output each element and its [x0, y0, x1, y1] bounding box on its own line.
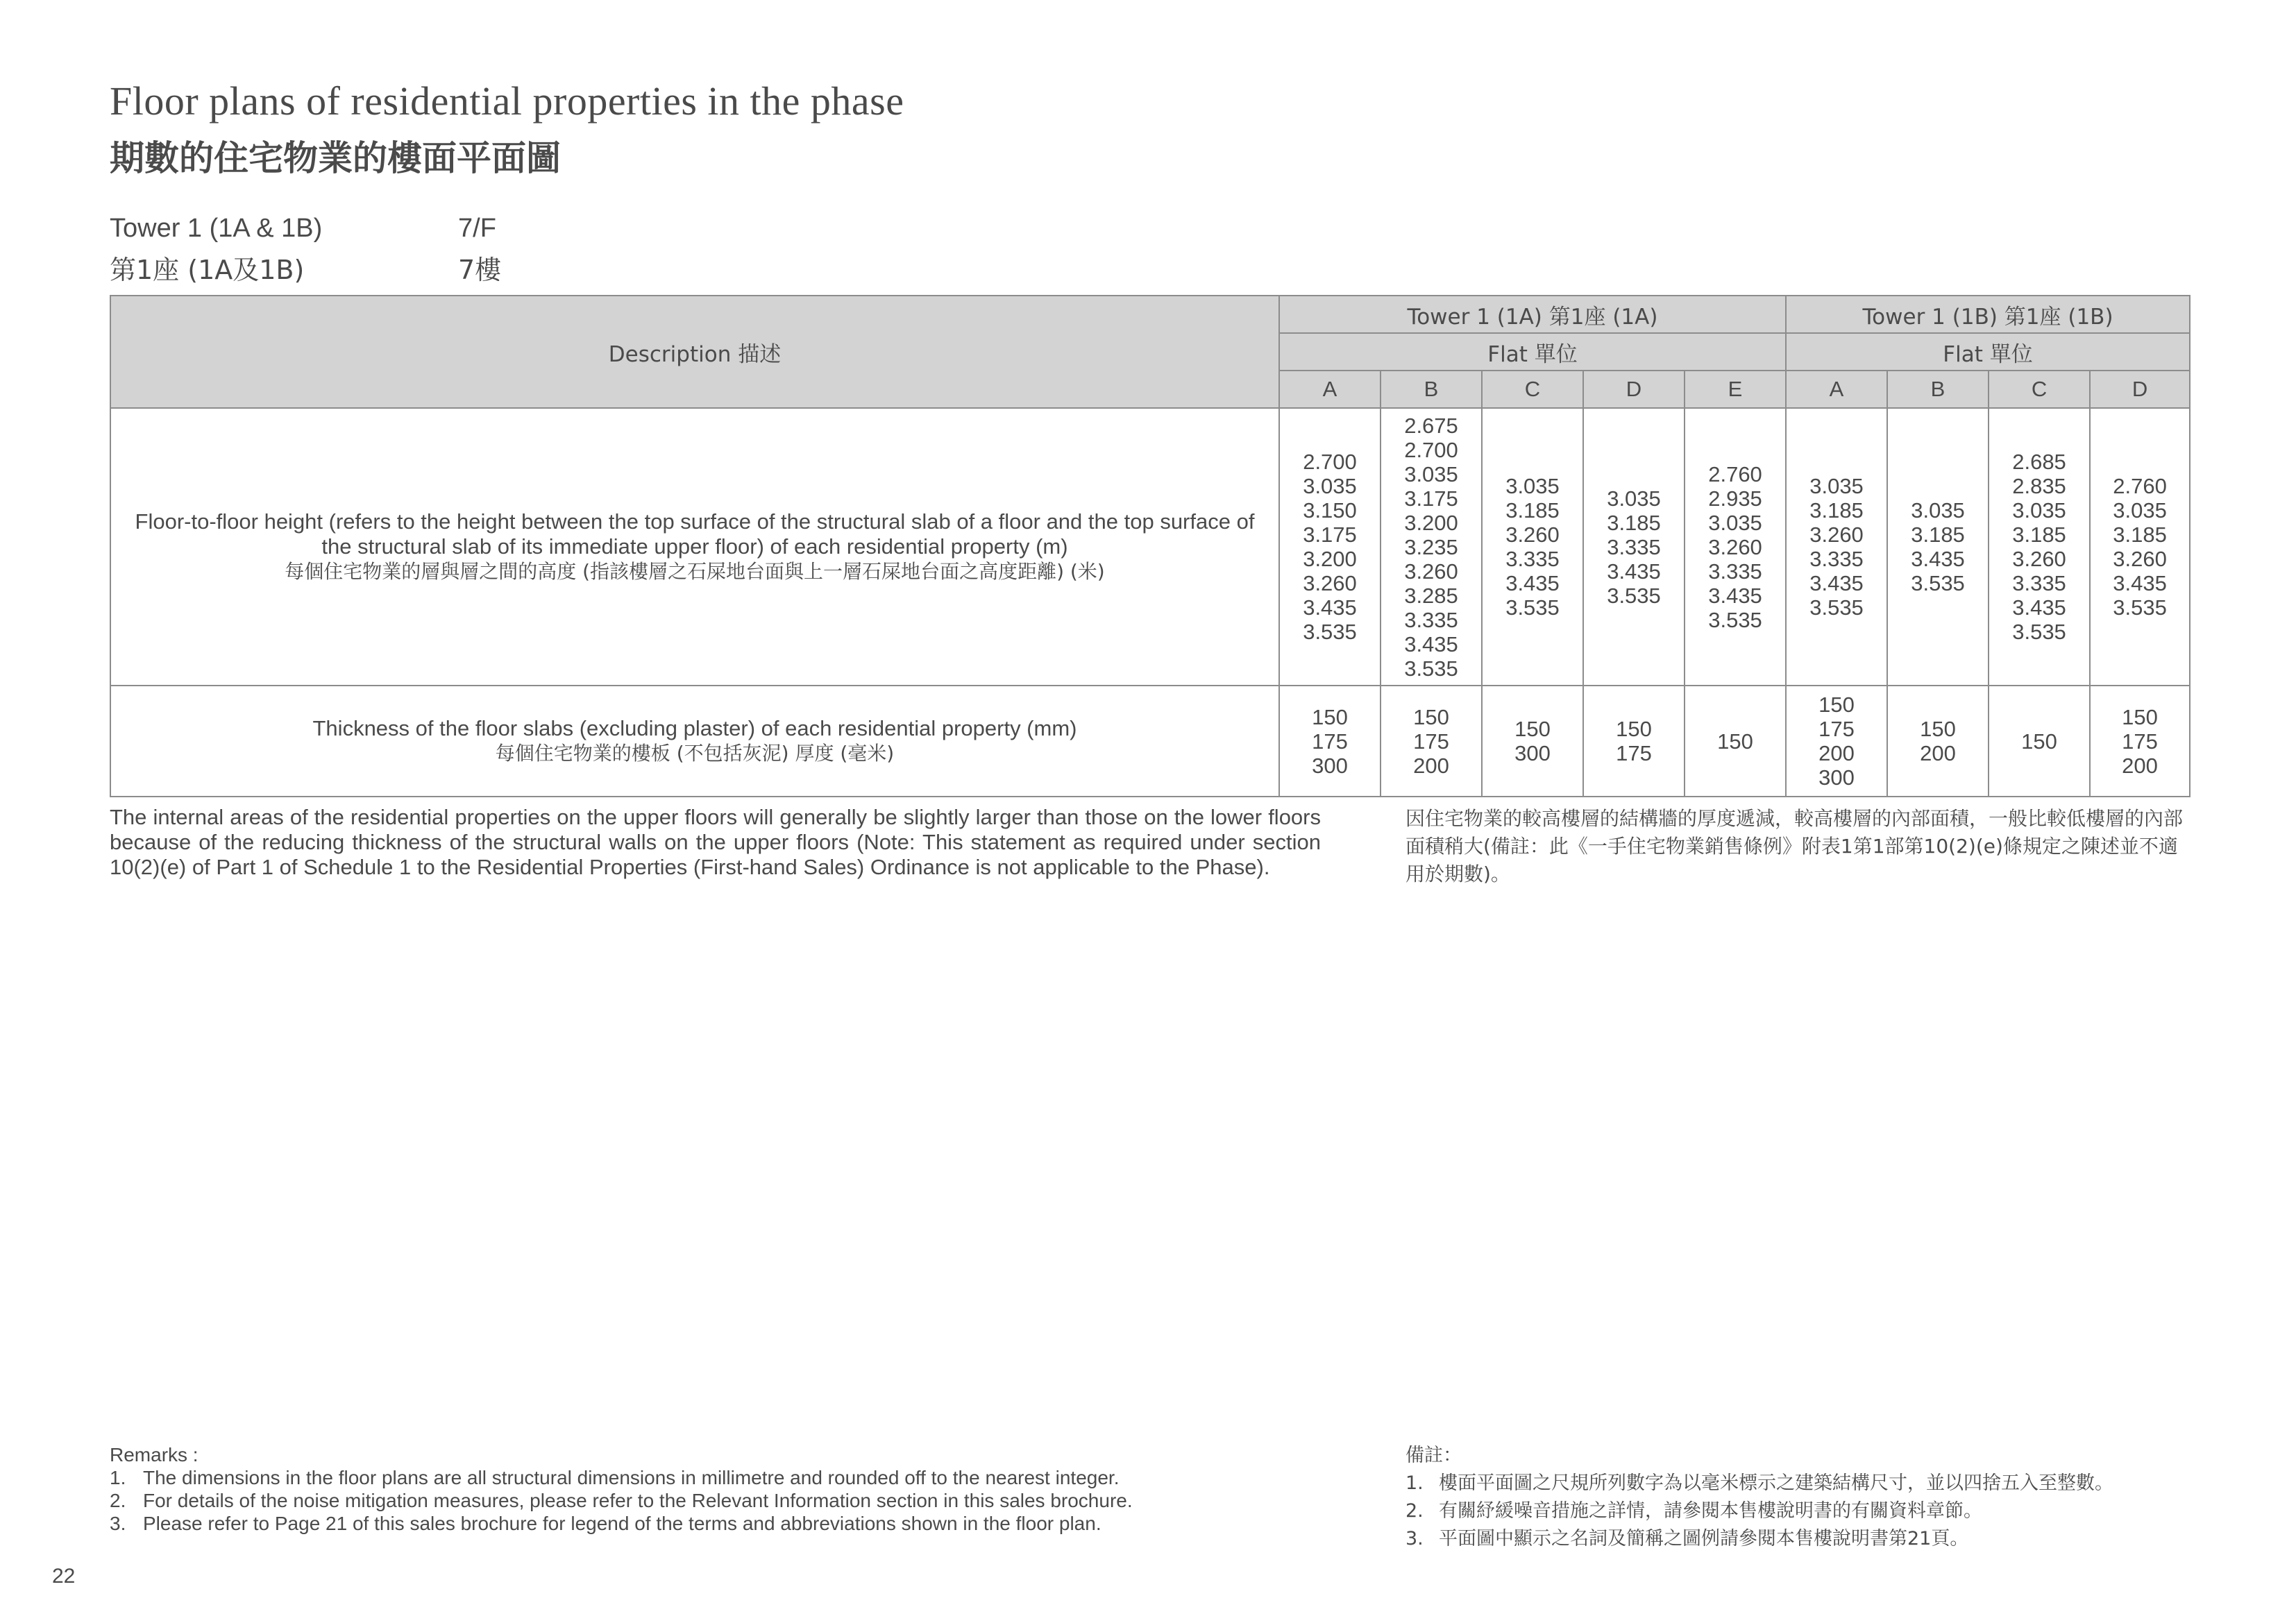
slab-thickness-cell — [1685, 686, 1786, 797]
remark-text: 平面圖中顯示之名詞及簡稱之圖例請參閱本售樓說明書第21頁。 — [1439, 1528, 1969, 1549]
remark-number: 1. — [110, 1467, 126, 1488]
internal-area-note-chinese: 因住宅物業的較高樓層的結構牆的厚度遞減，較高樓層的內部面積，一般比較低樓層的內部面積稍大(備註：此《一手住宅物業銷售條例》附表1第1部第10(2)(e)條規定之陳述並不適用於期數)。 — [1406, 807, 2184, 885]
floor-height-cell — [1381, 408, 1482, 686]
remark-item — [110, 1466, 1373, 1489]
remark-number: 2. — [1406, 1500, 1424, 1522]
tower-label-chinese: 第1座 (1A及1B) — [110, 255, 305, 285]
floor-height-cell — [1786, 408, 1887, 686]
flat-1a-b-header: B — [1381, 371, 1482, 408]
floor-height-value: 2.685 2.835 3.035 3.185 3.260 3.335 3.435 3.535 — [2012, 450, 2066, 644]
slab-thickness-value: 150 175 — [1616, 717, 1652, 765]
table-row-floor-height — [110, 408, 2190, 686]
remark-text: The dimensions in the floor plans are all structural dimensions in millimetre and rounded off to the nearest integer. — [143, 1467, 1120, 1488]
flat-1b-d-header: D — [2090, 371, 2190, 408]
flat-1b-b-header: B — [1887, 371, 1989, 408]
remark-number: 3. — [1406, 1528, 1424, 1549]
remark-item-chinese — [1406, 1497, 2204, 1525]
remark-item-chinese — [1406, 1470, 2204, 1497]
floor-height-cell — [1989, 408, 2090, 686]
slab-thickness-value: 150 200 — [1920, 717, 1956, 765]
remark-text: Please refer to Page 21 of this sales brochure for legend of the terms and abbreviations shown in the floor plan. — [143, 1513, 1101, 1534]
remark-number: 1. — [1406, 1472, 1424, 1494]
slab-thickness-cell — [1482, 686, 1583, 797]
remarks-title-chinese: 備註： — [1406, 1445, 1462, 1466]
floor-height-value: 3.035 3.185 3.260 3.335 3.435 3.535 — [1809, 474, 1864, 620]
flat-header-1b: Flat 單位 — [1786, 333, 2190, 371]
remark-item — [110, 1489, 1373, 1512]
remark-item — [110, 1512, 1373, 1535]
floor-height-value: 3.035 3.185 3.335 3.435 3.535 — [1607, 486, 1661, 608]
floor-height-value: 2.760 2.935 3.035 3.260 3.335 3.435 3.535 — [1708, 461, 1762, 632]
remark-text: 樓面平面圖之尺規所列數字為以毫米標示之建築結構尺寸，並以四捨五入至整數。 — [1439, 1472, 2113, 1494]
description-header: Description 描述 — [110, 296, 1279, 408]
remarks-section — [110, 1443, 1373, 1535]
remarks-section-chinese — [1406, 1442, 2204, 1553]
floor-height-cell — [2090, 408, 2190, 686]
slab-thickness-cell — [1279, 686, 1381, 797]
slab-thickness-cell — [2090, 686, 2190, 797]
floor-height-description-en: Floor-to-floor height (refers to the height between the top surface of the structural slab of a floor and the top surface of the structural slab of its immediate upper floor) of each residential property (m) — [135, 509, 1255, 559]
floor-height-value: 2.700 3.035 3.150 3.175 3.200 3.260 3.435 3.535 — [1303, 450, 1357, 644]
floor-height-cell — [1482, 408, 1583, 686]
floor-height-value: 3.035 3.185 3.260 3.335 3.435 3.535 — [1505, 474, 1560, 620]
remark-number: 3. — [110, 1513, 126, 1534]
tower-1b-header: Tower 1 (1B) 第1座 (1B) — [1786, 296, 2190, 333]
table-row-slab-thickness — [110, 686, 2190, 797]
floor-height-value: 2.675 2.700 3.035 3.175 3.200 3.235 3.260 3.285 3.335 3.435 3.535 — [1404, 413, 1458, 681]
page-number: 22 — [52, 1565, 76, 1588]
floor-height-description — [110, 408, 1279, 686]
page-title: Floor plans of residential properties in the phase — [110, 78, 904, 124]
slab-thickness-cell — [1381, 686, 1482, 797]
floor-height-cell — [1583, 408, 1685, 686]
remarks-title: Remarks : — [110, 1444, 199, 1465]
floor-height-cell — [1887, 408, 1989, 686]
slab-thickness-value: 150 175 200 — [2122, 704, 2158, 778]
slab-thickness-cell — [1583, 686, 1685, 797]
floor-label: 7/F — [458, 214, 496, 243]
page-title-chinese: 期數的住宅物業的樓面平面圖 — [110, 137, 561, 178]
flat-1a-e-header: E — [1685, 371, 1786, 408]
slab-thickness-description — [110, 686, 1279, 797]
specification-table — [110, 295, 2191, 797]
flat-1a-c-header: C — [1482, 371, 1583, 408]
slab-thickness-value: 150 300 — [1514, 717, 1551, 765]
floor-height-value: 3.035 3.185 3.435 3.535 — [1911, 498, 1965, 595]
floor-label-chinese: 7樓 — [458, 255, 502, 285]
floor-height-value: 2.760 3.035 3.185 3.260 3.435 3.535 — [2113, 474, 2167, 620]
tower-1a-header: Tower 1 (1A) 第1座 (1A) — [1279, 296, 1786, 333]
remark-number: 2. — [110, 1490, 126, 1511]
floor-height-cell — [1685, 408, 1786, 686]
internal-area-note: The internal areas of the residential properties on the upper floors will generally be slightly larger than those on the lower floors because of the reducing thickness of the structural walls on the upper floors (Note: This statement as required under section 10(2)(e) of Part 1 of Schedule 1 to the Residential Properties (First-hand Sales) Ordinance is not applicable to the Phase). — [110, 805, 1321, 879]
slab-thickness-value: 150 175 200 — [1413, 704, 1449, 778]
remark-item-chinese — [1406, 1525, 2204, 1553]
slab-thickness-value: 150 175 200 300 — [1818, 692, 1855, 790]
slab-thickness-description-zh: 每個住宅物業的樓板 (不包括灰泥) 厚度 (毫米) — [495, 742, 895, 765]
slab-thickness-cell — [1786, 686, 1887, 797]
floor-height-description-zh: 每個住宅物業的層與層之間的高度 (指該樓層之石屎地台面與上一層石屎地台面之高度距離) (米) — [285, 560, 1105, 583]
remark-text: For details of the noise mitigation measures, please refer to the Relevant Information section in this sales brochure. — [143, 1490, 1133, 1511]
flat-1a-d-header: D — [1583, 371, 1685, 408]
flat-1b-c-header: C — [1989, 371, 2090, 408]
slab-thickness-cell — [1989, 686, 2090, 797]
flat-header-1a: Flat 單位 — [1279, 333, 1786, 371]
remark-text: 有關紓緩噪音措施之詳情，請參閱本售樓說明書的有關資料章節。 — [1439, 1500, 1982, 1522]
slab-thickness-description-en: Thickness of the floor slabs (excluding plaster) of each residential property (mm) — [312, 716, 1077, 740]
floor-height-cell — [1279, 408, 1381, 686]
flat-1b-a-header: A — [1786, 371, 1887, 408]
slab-thickness-value: 150 — [1717, 729, 1753, 754]
flat-1a-a-header: A — [1279, 371, 1381, 408]
slab-thickness-value: 150 — [2021, 729, 2057, 754]
tower-label: Tower 1 (1A & 1B) — [110, 214, 323, 243]
slab-thickness-value: 150 175 300 — [1312, 704, 1348, 778]
slab-thickness-cell — [1887, 686, 1989, 797]
